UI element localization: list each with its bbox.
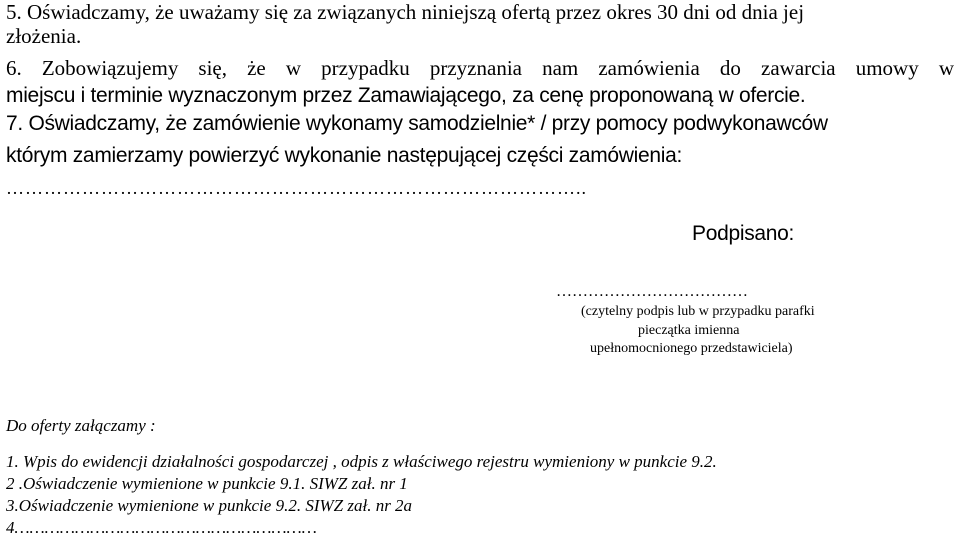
item7-line1: 7. Oświadczamy, że zamówienie wykonamy samodzielnie* / przy pomocy podwykonawców xyxy=(6,112,828,135)
signature-note-line1: (czytelny podpis lub w przypadku parafki xyxy=(581,304,815,319)
attachment-item-4: 4…………………………………………………… xyxy=(6,518,317,537)
attachment-item-1: 1. Wpis do ewidencji działalności gospodarczej , odpis z właściwego rejestru wymieniony w punkcie 9.2. xyxy=(6,452,717,471)
attachments-heading: Do oferty załączamy : xyxy=(6,416,156,435)
item6-line1: 6. Zobowiązujemy się, że w przypadku przyznania nam zamówienia do zawarcia umowy w xyxy=(6,56,954,80)
dotted-fill-line: ……………………………………………………………………………….. xyxy=(6,178,587,198)
signature-note-line2: pieczątka imienna xyxy=(638,323,740,338)
signature-dots: ……………………………… xyxy=(556,283,748,300)
signature-label: Podpisano: xyxy=(692,222,795,245)
signature-note-line3: upełnomocnionego przedstawiciela) xyxy=(590,341,793,356)
item5-line1: 5. Oświadczamy, że uważamy się za związanych niniejszą ofertą przez okres 30 dni od dnia jej xyxy=(6,0,805,24)
item6-line2: miejscu i terminie wyznaczonym przez Zamawiającego, za cenę proponowaną w ofercie. xyxy=(6,84,806,107)
attachment-item-3: 3.Oświadczenie wymienione w punkcie 9.2. SIWZ zał. nr 2a xyxy=(6,496,413,515)
attachment-item-2: 2 .Oświadczenie wymienione w punkcie 9.1. SIWZ zał. nr 1 xyxy=(6,474,408,493)
item7-line2: którym zamierzamy powierzyć wykonanie następującej części zamówienia: xyxy=(6,144,683,167)
item5-line2: złożenia. xyxy=(6,24,82,48)
